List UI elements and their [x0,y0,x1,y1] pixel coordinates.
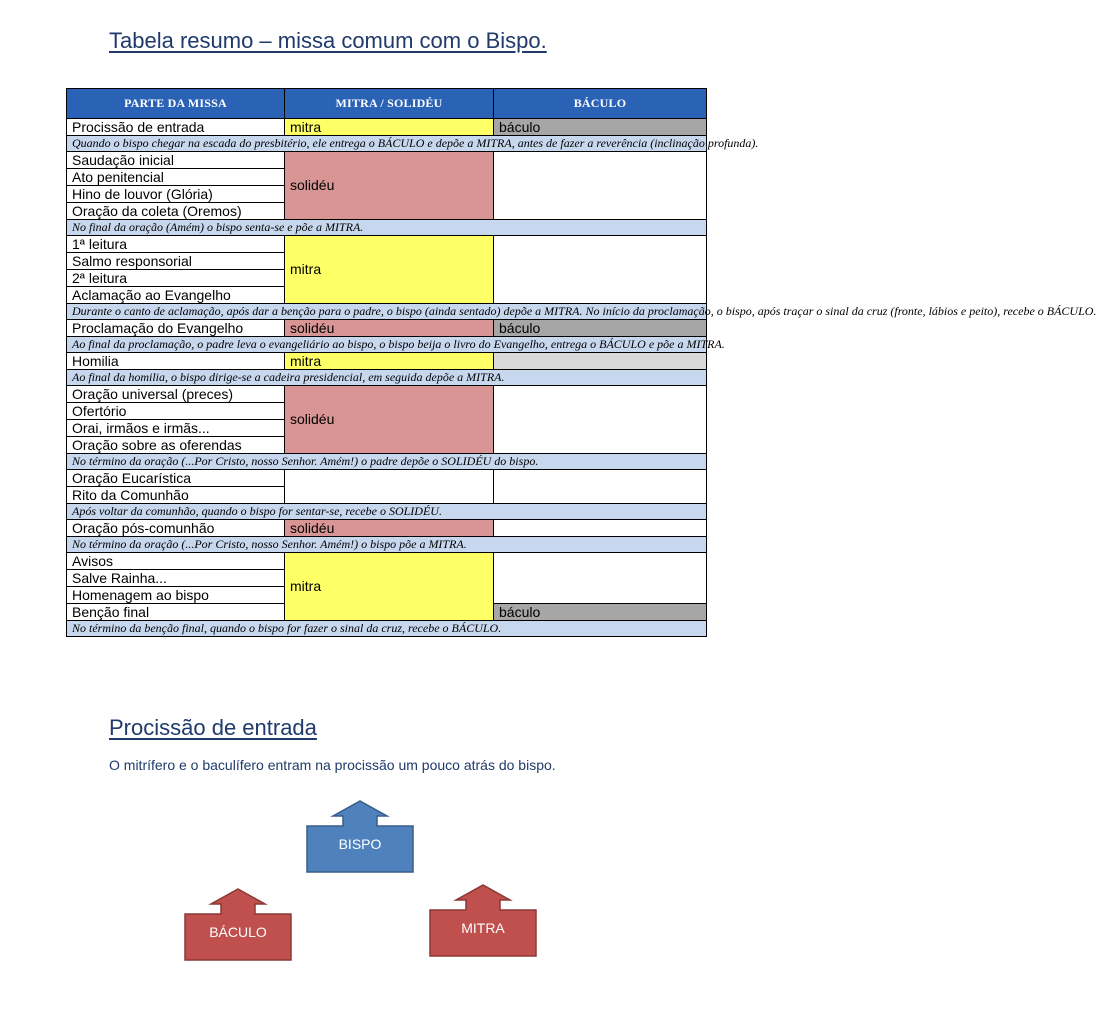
section-heading: Procissão de entrada [109,715,317,740]
mitra-arrow-shape [429,884,537,957]
note-text: Após voltar da comunhão, quando o bispo for sentar-se, recebe o SOLIDÉU. [67,504,707,520]
note-row [67,220,707,236]
part-cell: Oração pós-comunhão [67,520,285,537]
page-title: Tabela resumo – missa comum com o Bispo. [109,28,547,53]
part-cell: Proclamação do Evangelho [67,320,285,337]
bispo-arrow-shape [306,800,414,873]
note-row [67,504,707,520]
part-cell: Homenagem ao bispo [67,587,285,604]
note-row [67,370,707,386]
table-row [67,470,707,487]
note-text: Ao final da proclamação, o padre leva o evangeliário ao bispo, o bispo beija o livro do Evangelho, entrega o BÁCULO e põe a MITRA. [67,337,707,353]
note-row [67,537,707,553]
baculo-cell-empty [494,470,707,504]
part-cell: Benção final [67,604,285,621]
note-row [67,454,707,470]
baculo-cell-empty [494,353,707,370]
note-row [67,337,707,353]
part-cell: Salve Rainha... [67,570,285,587]
mitra-cell: mitra [285,236,494,304]
part-cell: Oração universal (preces) [67,386,285,403]
baculo-cell-empty [494,152,707,220]
part-cell: Oração da coleta (Oremos) [67,203,285,220]
part-cell: Ato penitencial [67,169,285,186]
baculo-label: BÁCULO [209,924,267,940]
part-cell: Rito da Comunhão [67,487,285,504]
table-row [67,119,707,136]
part-cell: Oração sobre as oferendas [67,437,285,454]
note-text: No término da benção final, quando o bispo for fazer o sinal da cruz, recebe o BÁCULO. [67,621,707,637]
header-parte-da-missa: PARTE DA MISSA [67,89,285,119]
solideu-cell: solidéu [285,320,494,337]
note-text: No término da oração (...Por Cristo, nosso Senhor. Amém!) o padre depõe o SOLIDÉU do bispo. [67,454,707,470]
part-cell: Orai, irmãos e irmãs... [67,420,285,437]
part-cell: Oração Eucarística [67,470,285,487]
note-row [67,136,707,152]
baculo-arrow-shape [184,888,292,961]
mitra-label: MITRA [461,920,505,936]
solideu-cell: solidéu [285,386,494,454]
mitra-cell: mitra [285,353,494,370]
table-row [67,386,707,403]
part-cell: Ofertório [67,403,285,420]
part-cell: Saudação inicial [67,152,285,169]
part-cell: Procissão de entrada [67,119,285,136]
section-paragraph: O mitrífero e o baculífero entram na procissão um pouco atrás do bispo. [109,757,556,773]
table-row [67,236,707,253]
baculo-cell: báculo [494,119,707,136]
baculo-cell-empty [494,553,707,604]
note-text: Quando o bispo chegar na escada do presbitério, ele entrega o BÁCULO e depõe a MITRA, antes de fazer a reverência (inclinação profunda). [67,136,707,152]
header-baculo: BÁCULO [494,89,707,119]
table-row [67,520,707,537]
note-row [67,621,707,637]
part-cell: Avisos [67,553,285,570]
table-header-row [67,89,707,119]
part-cell: Hino de louvor (Glória) [67,186,285,203]
note-text: No término da oração (...Por Cristo, nosso Senhor. Amém!) o bispo põe a MITRA. [67,537,707,553]
summary-table [66,88,1096,637]
solideu-cell: solidéu [285,520,494,537]
part-cell: Aclamação ao Evangelho [67,287,285,304]
part-cell: 2ª leitura [67,270,285,287]
baculo-cell-empty [494,386,707,454]
table-row [67,353,707,370]
mitra-cell: mitra [285,119,494,136]
note-text: No final da oração (Amém) o bispo senta-se e põe a MITRA. [67,220,707,236]
header-mitra-solideu: MITRA / SOLIDÉU [285,89,494,119]
mitra-cell: mitra [285,553,494,621]
note-text: Durante o canto de aclamação, após dar a benção para o padre, o bispo (ainda sentado) depõe a MITRA. No início da proclamação, o bispo, após traçar o sinal da cruz (fronte, lábios e peito), recebe o BÁCULO. [67,304,707,320]
table-row [67,553,707,570]
baculo-cell: báculo [494,320,707,337]
table-row [67,152,707,169]
baculo-cell: báculo [494,604,707,621]
bispo-label: BISPO [338,836,382,852]
table-row [67,320,707,337]
mitra-solideu-cell-empty [285,470,494,504]
part-cell: 1ª leitura [67,236,285,253]
baculo-cell-empty [494,520,707,537]
baculo-cell-empty [494,236,707,304]
part-cell: Homilia [67,353,285,370]
note-text: Ao final da homilia, o bispo dirige-se a cadeira presidencial, em seguida depõe a MITRA. [67,370,707,386]
part-cell: Salmo responsorial [67,253,285,270]
note-row [67,304,707,320]
solideu-cell: solidéu [285,152,494,220]
